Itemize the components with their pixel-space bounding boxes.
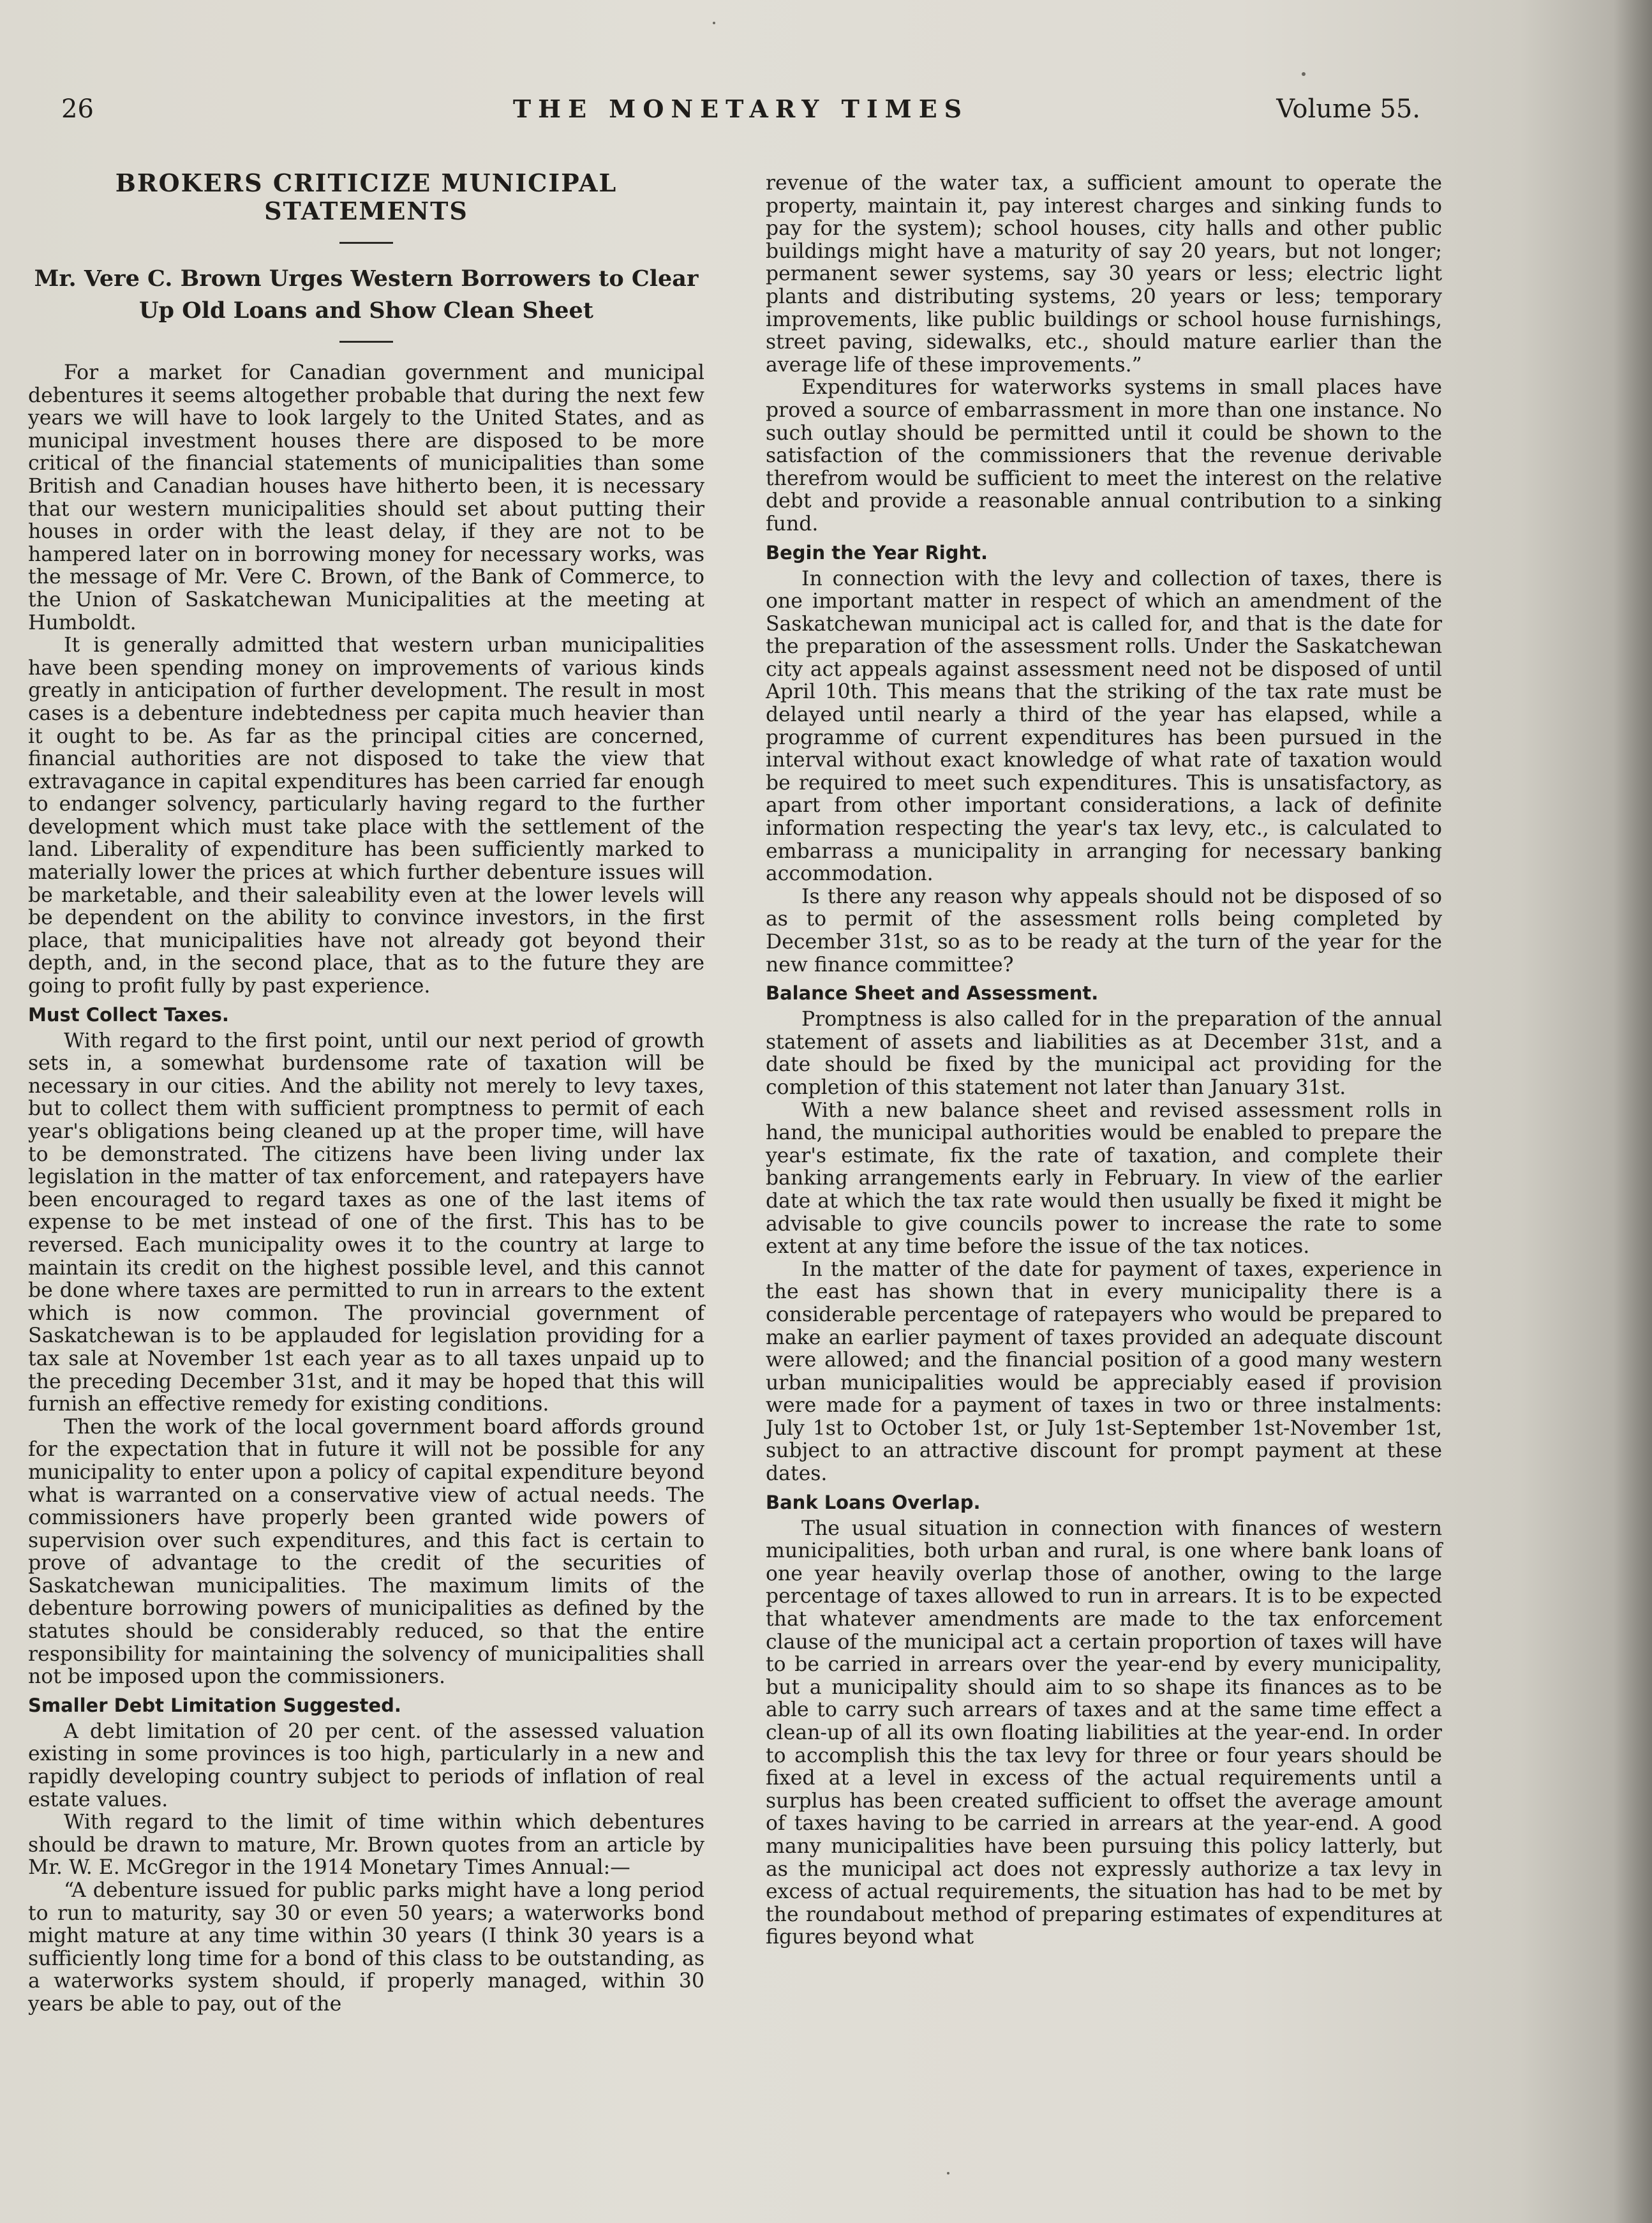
section-heading-begin-the-year-right: Begin the Year Right. xyxy=(766,541,988,564)
volume-label: Volume 55. xyxy=(1276,94,1420,124)
page-number: 26 xyxy=(61,94,94,124)
paper-speck xyxy=(1302,72,1306,76)
section-heading-smaller-debt-limitation: Smaller Debt Limitation Suggested. xyxy=(28,1694,401,1716)
masthead-title: THE MONETARY TIMES xyxy=(512,94,969,123)
paragraph: In connection with the levy and collection of taxes, there is one important matter in respect of which an amendment of the Saskatchewan municipal act is called for, and that is the date for the preparation of the assessment rolls. Under the Saskatchewan city act appeals against assessment need not be disposed of until April 10th. This means that the striking of the tax rate must be delayed until nearly a third of the year has elapsed, while a programme of current expenditures has been pursued in the interval without exact knowledge of what rate of taxation would be required to meet such expenditures. This is unsatisfactory, as apart from other important considerations, a lack of definite information respecting the year's tax levy, etc., is calculated to embarrass a municipality in arranging for necessary banking accommodation. xyxy=(766,567,1442,886)
article-subheadline: Mr. Vere C. Brown Urges Western Borrowers to Clear Up Old Loans and Show Clean Sheet xyxy=(34,266,699,324)
subheadline-rule xyxy=(339,341,393,343)
paragraph: Then the work of the local government board affords ground for the expectation that in future it will not be possible for any municipality to enter upon a policy of capital expenditure beyond what is warranted on a conservative view of actual needs. The commissioners have properly been granted wide powers of supervision over such expenditures, and this fact is certain to prove of advantage to the credit of the securities of Saskatchewan municipalities. The maximum limits of the debenture borrowing powers of municipalities as defined by the statutes should be considerably reduced, so that the entire responsibility for maintaining the solvency of municipalities shall not be imposed upon the commissioners. xyxy=(28,1415,704,1689)
section-heading-balance-sheet: Balance Sheet and Assessment. xyxy=(766,982,1099,1005)
paragraph: A debt limitation of 20 per cent. of the assessed valuation existing in some provinces is too high, particularly in a new and rapidly developing country subject to periods of inflation of real estate values. xyxy=(28,1719,704,1811)
article-headline: BROKERS CRITICIZE MUNICIPAL STATEMENTS xyxy=(115,168,618,225)
paragraph: In the matter of the date for payment of taxes, experience in the east has shown that in every municipality there is a considerable percentage of ratepayers who would be prepared to make an earlier payment of taxes provided an adequate discount were allowed; and the financial position of a good many western urban municipalities would be appreciably eased if provision were made for a payment of taxes in two or three instalments: July 1st to October 1st, or July 1st-September 1st-November 1st, subject to an attractive discount for prompt payment at these dates. xyxy=(766,1257,1442,1486)
paragraph: revenue of the water tax, a sufficient amount to operate the property, maintain it, pay interest charges and sinking funds to pay for the system); school houses, city halls and other public buildings might have a maturity of say 20 years, but not longer; permanent sewer systems, say 30 years or less; electric light plants and distributing systems, 20 years or less; temporary improvements, like public buildings or school house furnishings, street paving, sidewalks, etc., should mature earlier than the average life of these improvements.” xyxy=(766,172,1442,377)
paragraph: It is generally admitted that western urban municipalities have been spending money on improvements of various kinds greatly in anticipation of further development. The result in most cases is a debenture indebtedness per capita much heavier than it ought to be. As far as the principal cities are concerned, financial authorities are not disposed to take the view that extravagance in capital expenditures has been carried far enough to endanger solvency, particularly having regard to the further development which must take place with the settlement of the land. Liberality of expenditure has been sufficiently marked to materially lower the prices at which further debenture issues will be marketable, and their saleability even at the lower levels will be dependent on the ability to convince investors, in the first place, that municipalities have not already got beyond their depth, and, in the second place, that as to the future they are going to profit fully by past experience. xyxy=(28,634,704,998)
paper-speck xyxy=(713,22,715,24)
paragraph: For a market for Canadian government and municipal debentures it seems altogether probable that during the next few years we will have to look largely to the United States, and as municipal investment houses there are disposed to be more critical of the financial statements of municipalities than some British and Canadian houses have hitherto been, it is necessary that our western municipalities should set about putting their houses in order with the least delay, if they are not to be hampered later on in borrowing money for necessary works, was the message of Mr. Vere C. Brown, of the Bank of Commerce, to the Union of Saskatchewan Municipalities at the meeting at Humboldt. xyxy=(28,361,704,634)
paragraph: Promptness is also called for in the preparation of the annual statement of assets and liabilities as at December 31st, and a date should be fixed by the municipal act providing for the completion of this statement not later than January 31st. xyxy=(766,1008,1442,1099)
section-heading-must-collect-taxes: Must Collect Taxes. xyxy=(28,1003,229,1026)
paragraph: With regard to the first point, until our next period of growth sets in, a somewhat burdensome rate of taxation will be necessary in our cities. And the ability not merely to levy taxes, but to collect them with sufficient promptness to permit of each year's obligations being cleaned up at the proper time, will have to be demonstrated. The citizens have been living under lax legislation in the matter of tax enforcement, and ratepayers have been encouraged to regard taxes as one of the last items of expense to be met instead of one of the first. This has to be reversed. Each municipality owes it to the country at large to maintain its credit on the highest possible level, and this cannot be done where taxes are permitted to run in arrears to the extent which is now common. The provincial government of Saskatchewan is to be applauded for legislation providing for a tax sale at November 1st each year as to all taxes unpaid up to the preceding December 31st, and it may be hoped that this will furnish an effective remedy for existing conditions. xyxy=(28,1029,704,1416)
paragraph: “A debenture issued for public parks might have a long period to run to maturity, say 30 or even 50 years; a waterworks bond might mature at any time within 30 years (I think 30 years is a sufficiently long time for a bond of this class to be outstanding, as a waterworks system should, if properly managed, within 30 years be able to pay, out of the xyxy=(28,1879,704,2016)
paragraph: With regard to the limit of time within which debentures should be drawn to mature, Mr. Brown quotes from an article by Mr. W. E. McGregor in the 1914 Monetary Times Annual:— xyxy=(28,1811,704,1880)
paragraph: The usual situation in connection with finances of western municipalities, both urban and rural, is one where bank loans of one year heavily overlap those of another, owing to the large percentage of taxes allowed to run in arrears. It is to be expected that whatever amendments are made to the tax enforcement clause of the municipal act a certain proportion of taxes will have to be carried in arrears over the year-end by every municipality, but a municipality should aim to so shape its finances as to be able to carry such arrears of taxes and at the same time effect a clean-up of all its own floating liabilities at the year-end. In order to accomplish this the tax levy for three or four years should be fixed at a level in excess of the actual requirements until a surplus has been created sufficient to offset the average amount of taxes having to be carried in arrears at the year-end. A good many municipalities have been pursuing this policy latterly, but as the municipal act does not expressly authorize a tax levy in excess of actual requirements, the situation has had to be met by the roundabout method of preparing estimates of expenditures at figures beyond what xyxy=(766,1516,1442,1949)
paragraph: Expenditures for waterworks systems in small places have proved a source of embarrassment in more than one instance. No such outlay should be permitted until it could be shown to the satisfaction of the commissioners that the revenue derivable therefrom would be sufficient to meet the interest on the relative debt and provide a reasonable annual contribution to a sinking fund. xyxy=(766,376,1442,535)
section-heading-bank-loans-overlap: Bank Loans Overlap. xyxy=(766,1491,981,1513)
page-edge-shadow xyxy=(1614,0,1652,2223)
headline-rule xyxy=(339,242,393,244)
right-column xyxy=(766,172,1442,1949)
paragraph: With a new balance sheet and revised assessment rolls in hand, the municipal authorities would be enabled to prepare the year's estimate, fix the rate of taxation, and complete their banking arrangements early in February. In view of the earlier date at which the tax rate would then usually be fixed it might be advisable to give councils power to increase the rate to some extent at any time before the issue of the tax notices. xyxy=(766,1098,1442,1259)
paragraph: Is there any reason why appeals should not be disposed of so as to permit of the assessment rolls being completed by December 31st, so as to be ready at the turn of the year for the new finance committee? xyxy=(766,885,1442,977)
page-header xyxy=(61,94,1420,139)
left-column xyxy=(28,169,704,2016)
paper-speck xyxy=(947,2172,949,2174)
